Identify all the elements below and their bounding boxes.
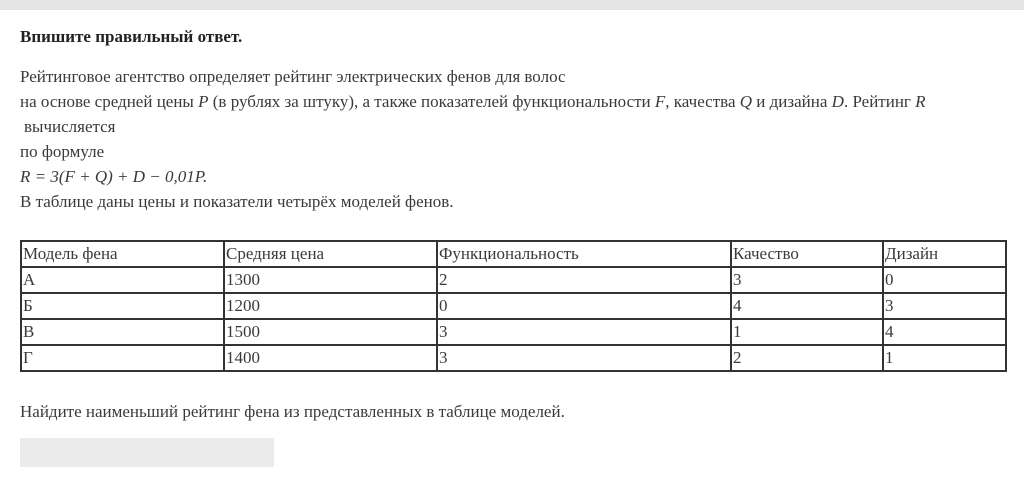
cell-functionality: 0 [437,293,731,319]
cell-functionality: 3 [437,319,731,345]
problem-line-4: по формуле [20,142,105,161]
table-header-row [21,241,1006,267]
table-row [21,319,1006,345]
cell-model: Б [21,293,224,319]
models-table-wrapper [20,240,1007,372]
table-row [21,267,1006,293]
task-heading: Впишите правильный ответ. [20,27,243,46]
cell-price: 1200 [224,293,437,319]
models-table [20,240,1007,372]
cell-model: В [21,319,224,345]
header-functionality: Функциональность [437,241,731,267]
cell-price: 1400 [224,345,437,371]
var-p: P [198,92,209,111]
question-text: Найдите наименьший рейтинг фена из представленных в таблице моделей. [20,402,565,421]
cell-quality: 4 [731,293,883,319]
top-bar [0,0,1024,10]
cell-model: А [21,267,224,293]
cell-design: 3 [883,293,1006,319]
problem-line-3: вычисляется [24,117,116,136]
header-price: Средняя цена [224,241,437,267]
cell-price: 1500 [224,319,437,345]
formula: R = 3(F + Q) + D − 0,01P. [20,167,208,186]
var-f: F [654,92,666,111]
cell-design: 0 [883,267,1006,293]
var-q: Q [739,92,753,111]
problem-line-1: Рейтинговое агентство определяет рейтинг электрических фенов для волос [20,67,566,86]
table-row [21,345,1006,371]
cell-functionality: 3 [437,345,731,371]
cell-price: 1300 [224,267,437,293]
header-design: Дизайн [883,241,1006,267]
var-d: D [831,92,844,111]
header-quality: Качество [731,241,883,267]
var-r: R [915,92,926,111]
table-row [21,293,1006,319]
answer-input[interactable] [20,438,274,467]
cell-quality: 1 [731,319,883,345]
cell-design: 4 [883,319,1006,345]
cell-model: Г [21,345,224,371]
header-model: Модель фена [21,241,224,267]
cell-quality: 3 [731,267,883,293]
problem-line-5: В таблице даны цены и показатели четырёх моделей фенов. [20,192,454,211]
problem-line-2: на основе средней цены P (в рублях за штуку), а также показателей функциональности F, качества Q и дизайна D. Рейтинг R [20,92,926,111]
cell-functionality: 2 [437,267,731,293]
cell-quality: 2 [731,345,883,371]
cell-design: 1 [883,345,1006,371]
problem-statement [20,64,1010,214]
